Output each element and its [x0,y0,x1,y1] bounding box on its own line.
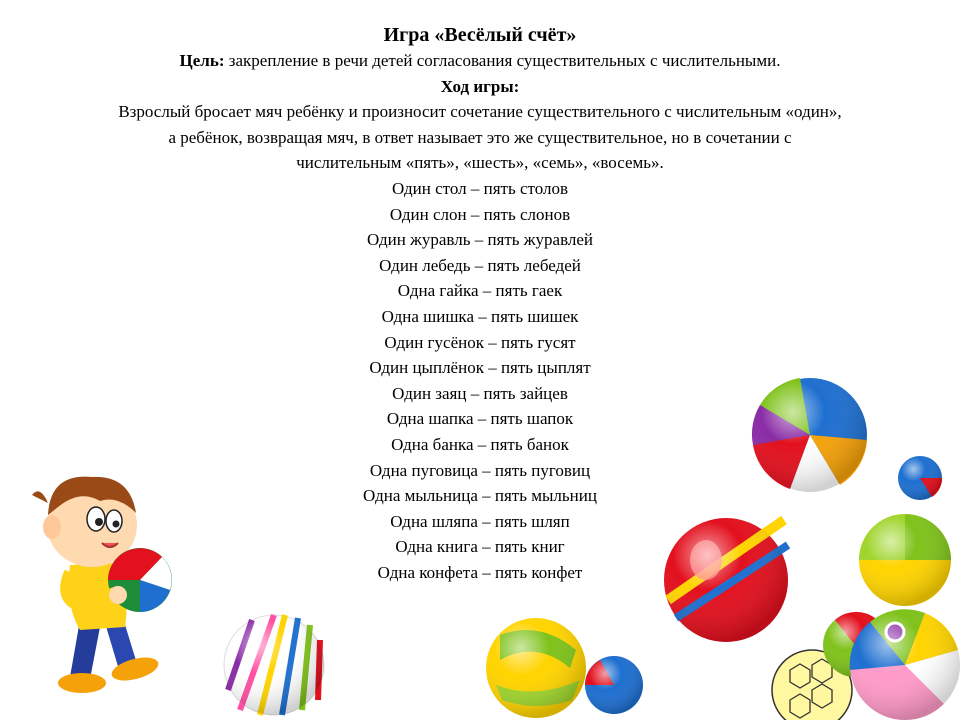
word-pair-line: Один стол – пять столов [391,178,569,198]
word-pair-line: Одна шапка – пять шапок [386,409,574,429]
page-title: Игра «Весёлый счёт» [383,24,577,46]
word-pair-line: Один журавль – пять журавлей [366,230,594,250]
word-pair-line: Один слон – пять слонов [389,204,571,224]
word-pair-line: Одна книга – пять книг [395,537,565,557]
course-heading: Ход игры: [440,76,520,96]
word-pair-line: Одна гайка – пять гаек [397,281,563,301]
word-pair-line: Одна банка – пять банок [391,434,569,454]
word-pair-line: Один заяц – пять зайцев [392,383,568,403]
game-description: Взрослый бросает мяч ребёнку и произносит сочетание существительного с числительным «один», а ребёнок, возвращая мяч, в ответ называет это же существительное, но в сочетании с числительным «пять», «шесть», «семь», «восемь». [118,102,842,173]
word-pair-line: Одна шляпа – пять шляп [390,511,570,531]
goal-label: Цель: [179,51,225,70]
word-pair-line: Один цыплёнок – пять цыплят [369,358,591,378]
word-pair-line: Одна конфета – пять конфет [377,562,583,582]
goal-text: закрепление в речи детей согласования существительных с числительными. [224,51,781,70]
word-pair-line: Один лебедь – пять лебедей [379,255,581,275]
word-pair-line: Одна мыльница – пять мыльниц [363,486,597,506]
word-pair-line: Одна пуговица – пять пуговиц [369,460,591,480]
word-pair-line: Один гусёнок – пять гусят [384,332,576,352]
word-pair-line: Одна шишка – пять шишек [381,306,579,326]
